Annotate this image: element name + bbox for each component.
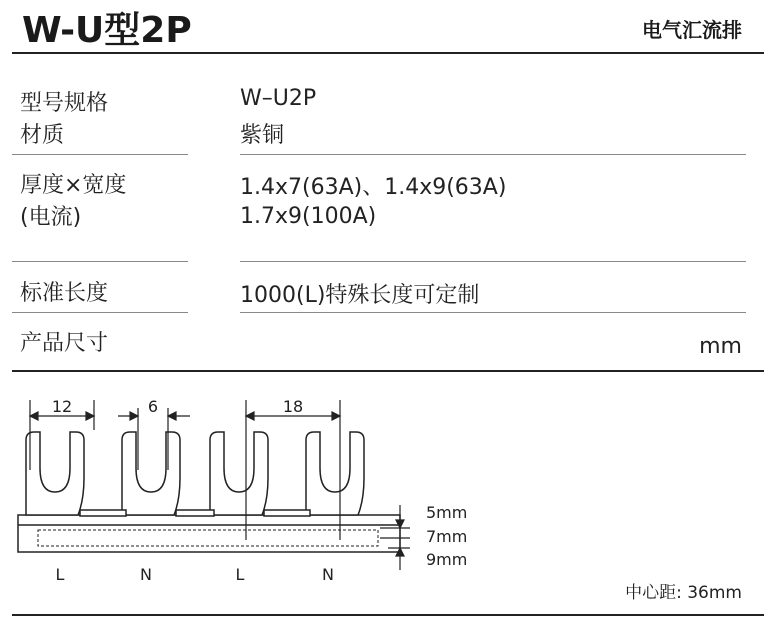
side-dim-5: 5mm	[426, 503, 468, 522]
material-value: 紫铜	[240, 123, 285, 148]
model-value: W–U2P	[240, 86, 317, 111]
thickness-label: 厚度×宽度	[20, 173, 127, 198]
pole-label-3: L	[235, 565, 245, 584]
fork-terminal-3	[210, 432, 268, 515]
fork-terminal-1	[26, 432, 84, 515]
size-label: 产品尺寸	[20, 331, 109, 356]
current-label: (电流)	[20, 205, 82, 230]
thickness-value-2: 1.7x9(100A)	[240, 204, 377, 229]
fork-terminal-2	[122, 432, 180, 515]
side-dim-9: 9mm	[426, 550, 468, 569]
model-label: 型号规格	[20, 91, 109, 116]
side-dim-7: 7mm	[426, 527, 468, 546]
length-label: 标准长度	[20, 281, 109, 306]
material-label: 材质	[20, 123, 65, 148]
size-unit: mm	[699, 334, 742, 359]
length-value: 1000(L)特殊长度可定制	[240, 283, 480, 308]
bottom-divider	[12, 614, 764, 616]
fork-terminal-4	[306, 432, 364, 515]
product-title: W-U型2P	[22, 10, 192, 51]
dim-label-6: 6	[147, 397, 159, 416]
pole-label-1: L	[55, 565, 65, 584]
center-pitch: 中心距: 36mm	[625, 583, 742, 603]
pole-label-2: N	[140, 565, 152, 584]
product-category: 电气汇流排	[642, 18, 742, 42]
dim-label-18: 18	[282, 397, 304, 416]
pole-label-4: N	[322, 565, 334, 584]
dim-label-12: 12	[51, 397, 73, 416]
thickness-value-1: 1.4x7(63A)、1.4x9(63A)	[240, 175, 507, 200]
